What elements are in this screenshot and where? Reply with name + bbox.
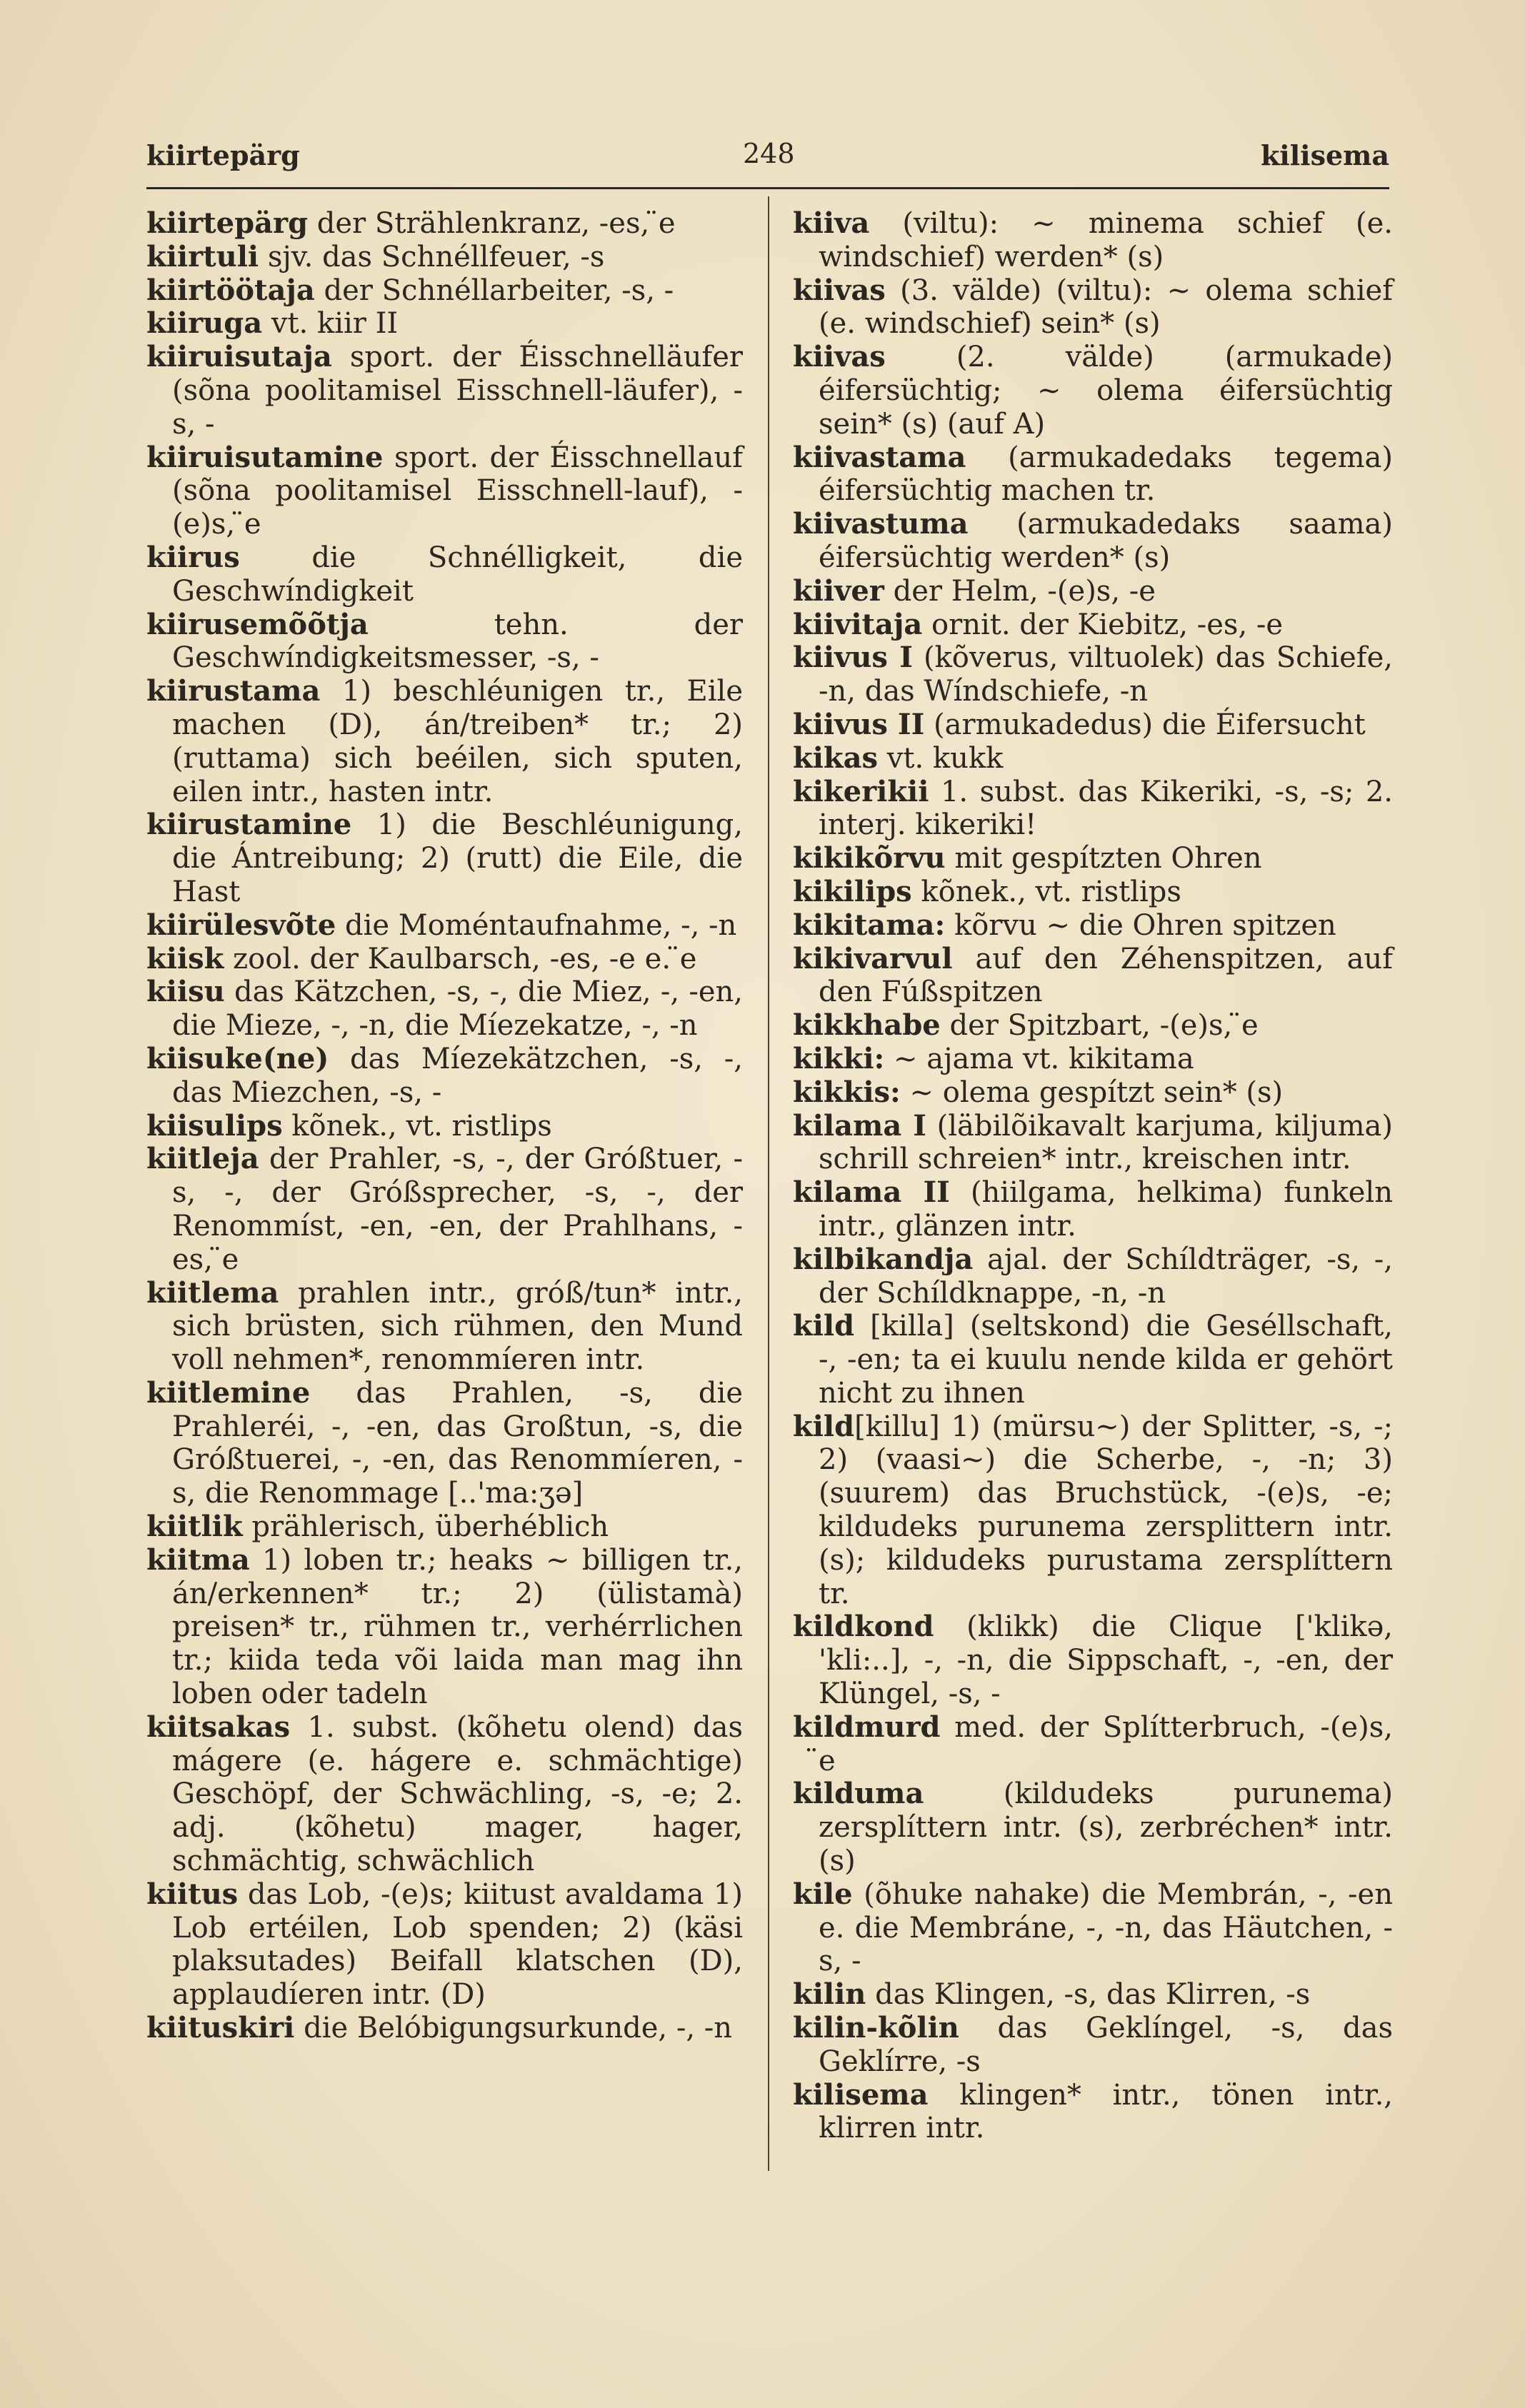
entry-definition: klingen* intr., tönen intr., klirren intr. bbox=[819, 2078, 1393, 2145]
dictionary-entry bbox=[146, 307, 743, 341]
entry-headword: kiirülesvõte bbox=[146, 908, 336, 942]
dictionary-entry bbox=[793, 207, 1393, 274]
entry-definition: der Spitzbart, -(e)s, ̈e bbox=[940, 1009, 1259, 1043]
dictionary-entry bbox=[146, 675, 743, 808]
entry-headword: kiiruisutaja bbox=[146, 340, 332, 374]
header-first-word: kiirtepärg bbox=[146, 139, 300, 171]
entry-definition: (läbilõikavalt karjuma, kiljuma) schrill schreien* intr., kreischen intr. bbox=[819, 1109, 1393, 1176]
entry-headword: kiirtöötaja bbox=[146, 273, 315, 307]
entry-headword: kilisema bbox=[793, 2077, 929, 2112]
entry-definition: (armukadedaks tegema) éifersüchtig machen tr. bbox=[819, 441, 1393, 508]
left-column bbox=[146, 207, 743, 2045]
dictionary-entry bbox=[146, 241, 743, 274]
dictionary-entry bbox=[146, 608, 743, 676]
entry-headword: kikitama: bbox=[793, 908, 946, 942]
entry-definition: (3. välde) (viltu): ~ olema schief (e. windschief) sein* (s) bbox=[819, 274, 1393, 341]
entry-definition: der Schnéllarbeiter, -s, - bbox=[314, 274, 674, 307]
entry-definition: (hiilgama, helkima) funkeln intr., glänzen intr. bbox=[819, 1176, 1393, 1243]
entry-headword: kild bbox=[793, 1309, 855, 1343]
entry-definition: (õhuke nahake) die Membrán, -, -en e. die Membráne, -, -n, das Häutchen, -s, - bbox=[819, 1877, 1393, 1978]
entry-headword: kikkis: bbox=[793, 1075, 901, 1109]
dictionary-entry bbox=[793, 1410, 1393, 1611]
entry-headword: kildkond bbox=[793, 1610, 934, 1644]
entry-headword: kiitus bbox=[146, 1877, 239, 1911]
entry-definition: ornit. der Kiebitz, -es, -e bbox=[922, 608, 1284, 641]
dictionary-entry bbox=[146, 1377, 743, 1510]
entry-headword: kiiver bbox=[793, 573, 884, 608]
entry-definition: kõnek., vt. ristlips bbox=[911, 875, 1181, 908]
entry-definition: (2. välde) (armukade) éifersüchtig; ~ olema éifersüchtig sein* (s) (auf A) bbox=[819, 341, 1393, 441]
dictionary-entry bbox=[793, 2012, 1393, 2079]
dictionary-entry bbox=[146, 2012, 743, 2045]
header-last-word: kilisema bbox=[1260, 139, 1389, 171]
entry-headword: kiivas bbox=[793, 340, 886, 374]
entry-headword: kildmurd bbox=[793, 1710, 941, 1744]
entry-headword: kikkhabe bbox=[793, 1008, 941, 1043]
entry-definition: med. der Splítterbruch, -(e)s, ̈e bbox=[819, 1710, 1393, 1777]
dictionary-entry bbox=[793, 909, 1393, 943]
entry-definition: (klikk) die Clique ['klikə, 'kli:..], -, -n, die Sippschaft, -, -en, der Klüngel, -s, - bbox=[819, 1610, 1393, 1711]
dictionary-entry bbox=[146, 1510, 743, 1544]
entry-headword: kilduma bbox=[793, 1777, 924, 1811]
dictionary-entry bbox=[793, 742, 1393, 776]
entry-definition: zool. der Kaulbarsch, -es, -e e. ̈e bbox=[224, 942, 697, 975]
entry-headword: kiivitaja bbox=[793, 607, 923, 641]
entry-headword: kiisuke(ne) bbox=[146, 1041, 329, 1075]
dictionary-entry bbox=[793, 1711, 1393, 1778]
entry-headword: kiisulips bbox=[146, 1108, 283, 1143]
dictionary-entry bbox=[793, 842, 1393, 876]
entry-definition: 1. subst. das Kikeriki, -s, -s; 2. interj. kikeriki! bbox=[819, 775, 1393, 842]
dictionary-entry bbox=[146, 1043, 743, 1110]
entry-headword: kikerikii bbox=[793, 774, 929, 808]
dictionary-entry bbox=[146, 943, 743, 976]
entry-definition: der Helm, -(e)s, -e bbox=[884, 574, 1156, 608]
entry-definition: (viltu): ~ minema schief (e. windschief) werden* (s) bbox=[819, 207, 1393, 274]
entry-headword: kilin bbox=[793, 1977, 866, 2012]
dictionary-entry bbox=[793, 274, 1393, 341]
dictionary-entry bbox=[793, 575, 1393, 608]
entry-headword: kild bbox=[793, 1409, 855, 1443]
column-divider bbox=[768, 196, 769, 2171]
entry-headword: kiivus I bbox=[793, 641, 913, 675]
entry-headword: kiitma bbox=[146, 1542, 250, 1577]
entry-headword: kikki: bbox=[793, 1041, 885, 1075]
entry-definition: vt. kukk bbox=[878, 741, 1004, 775]
right-column bbox=[793, 207, 1393, 2145]
entry-definition: sport. der Éisschnellauf (sõna poolitamisel Eisschnell-lauf), -(e)s, ̈e bbox=[172, 441, 743, 541]
page-number: 248 bbox=[743, 138, 795, 169]
entry-definition: (kildudeks purunema) zersplíttern intr. (s), zerbréchen* intr. (s) bbox=[819, 1777, 1393, 1878]
entry-headword: kikikõrvu bbox=[793, 841, 946, 876]
entry-headword: kiivas bbox=[793, 273, 886, 307]
entry-headword: kilama II bbox=[793, 1175, 950, 1210]
entry-headword: kiisk bbox=[146, 941, 224, 975]
entry-headword: kilama I bbox=[793, 1108, 926, 1143]
entry-definition: prählerisch, überhéblich bbox=[242, 1510, 609, 1544]
entry-definition: ~ olema gespítzt sein* (s) bbox=[900, 1075, 1284, 1109]
dictionary-entry bbox=[146, 1878, 743, 2012]
dictionary-entry bbox=[793, 876, 1393, 909]
dictionary-entry bbox=[146, 1544, 743, 1711]
dictionary-entry bbox=[793, 341, 1393, 441]
entry-definition: das Kätzchen, -s, -, die Miez, -, -en, die Mieze, -, -n, die Míezekatze, -, -n bbox=[172, 975, 743, 1043]
dictionary-entry bbox=[146, 1110, 743, 1143]
entry-headword: kiisu bbox=[146, 975, 225, 1009]
dictionary-entry bbox=[793, 508, 1393, 575]
dictionary-entry bbox=[793, 608, 1393, 642]
entry-definition: die Moméntaufnahme, -, -n bbox=[336, 908, 737, 942]
entry-headword: kiiruisutamine bbox=[146, 440, 384, 474]
entry-definition: ajal. der Schíldträger, -s, -, der Schíldknappe, -n, -n bbox=[819, 1243, 1393, 1310]
entry-definition: die Schnélligkeit, die Geschwíndigkeit bbox=[172, 541, 743, 608]
entry-headword: kiitleja bbox=[146, 1142, 259, 1176]
entry-headword: kiirusemõõtja bbox=[146, 607, 369, 641]
entry-definition: (kõverus, viltuolek) das Schiefe, -n, das Wíndschiefe, -n bbox=[819, 641, 1394, 708]
dictionary-entry bbox=[793, 1110, 1393, 1177]
entry-definition: das Prahlen, -s, die Prahleréi, -, -en, das Großtun, -s, die Gróßtuerei, -, -en, das Renommíeren, -s, die Renommage [..'ma:ʒə] bbox=[172, 1376, 743, 1510]
entry-definition: kõrvu ~ die Ohren spitzen bbox=[945, 908, 1336, 942]
entry-headword: kiirustama bbox=[146, 674, 321, 708]
entry-definition: ~ ajama vt. kikitama bbox=[884, 1042, 1194, 1075]
entry-headword: kikivarvul bbox=[793, 941, 953, 975]
entry-definition: tehn. der Geschwíndigkeitsmesser, -s, - bbox=[172, 608, 743, 675]
entry-headword: kilin-kõlin bbox=[793, 2011, 959, 2045]
dictionary-entry bbox=[146, 441, 743, 541]
entry-definition: [killa] (seltskond) die Geséllschaft, -, -en; ta ei kuulu nende kilda er gehört nicht zu ihnen bbox=[819, 1310, 1393, 1410]
dictionary-entry bbox=[146, 341, 743, 441]
dictionary-entry bbox=[793, 708, 1393, 742]
entry-headword: kiiruga bbox=[146, 306, 263, 341]
entry-definition: sport. der Éisschnelläufer (sõna poolitamisel Eisschnell-läufer), -s, - bbox=[172, 341, 743, 441]
dictionary-entry bbox=[793, 1043, 1393, 1076]
dictionary-entry bbox=[146, 274, 743, 308]
entry-definition: das Míezekätzchen, -s, -, das Miezchen, -s, - bbox=[172, 1042, 743, 1109]
dictionary-entry bbox=[793, 1076, 1393, 1110]
entry-headword: kiivastuma bbox=[793, 507, 969, 541]
dictionary-entry bbox=[146, 541, 743, 608]
entry-headword: kiitlema bbox=[146, 1275, 279, 1310]
dictionary-entry bbox=[793, 1878, 1393, 1978]
dictionary-entry bbox=[793, 1978, 1393, 2012]
entry-definition: sjv. das Schnéllfeuer, -s bbox=[259, 240, 605, 274]
page-header bbox=[146, 132, 1389, 182]
entry-definition: auf den Zéhenspitzen, auf den Fúßspitzen bbox=[819, 942, 1393, 1009]
entry-definition: kõnek., vt. ristlips bbox=[282, 1109, 552, 1143]
entry-definition: prahlen intr., gróß/tun* intr., sich brüsten, sich rühmen, den Mund voll nehmen*, renommíeren intr. bbox=[172, 1276, 743, 1377]
entry-definition: der Prahler, -s, -, der Gróßtuer, -s, -, der Gróßsprecher, -s, -, der Renommíst, -en, -en, der Prahlhans, -es, ̈e bbox=[172, 1143, 743, 1276]
entry-headword: kiituskiri bbox=[146, 2011, 295, 2045]
entry-headword: kiivus II bbox=[793, 707, 925, 741]
entry-headword: kiirtuli bbox=[146, 239, 259, 274]
dictionary-entry bbox=[793, 2079, 1393, 2146]
dictionary-entry bbox=[793, 1310, 1393, 1410]
entry-headword: kiitlemine bbox=[146, 1375, 311, 1410]
entry-definition: die Belóbigungsurkunde, -, -n bbox=[294, 2012, 733, 2045]
entry-headword: kile bbox=[793, 1877, 853, 1911]
dictionary-entry bbox=[793, 1610, 1393, 1710]
dictionary-entry bbox=[146, 1143, 743, 1276]
entry-definition: vt. kiir II bbox=[262, 307, 399, 341]
entry-definition: das Geklíngel, -s, das Geklírre, -s bbox=[819, 2012, 1393, 2078]
entry-headword: kiirus bbox=[146, 540, 240, 574]
entry-definition: mit gespítzten Ohren bbox=[945, 842, 1262, 876]
dictionary-entry bbox=[793, 943, 1393, 1010]
header-rule bbox=[146, 187, 1389, 189]
dictionary-entry bbox=[793, 1009, 1393, 1043]
dictionary-entry bbox=[146, 1711, 743, 1878]
entry-headword: kikas bbox=[793, 741, 879, 775]
dictionary-entry bbox=[146, 808, 743, 908]
entry-headword: kilbikandja bbox=[793, 1242, 974, 1276]
entry-definition: 1) beschléunigen tr., Eile machen (D), án/treiben* tr.; 2) (ruttama) sich beéilen, sich sputen, eilen intr., hasten intr. bbox=[172, 675, 743, 808]
entry-definition: der Strählenkranz, -es, ̈e bbox=[308, 207, 676, 240]
entry-headword: kiitlik bbox=[146, 1510, 243, 1544]
dictionary-entry bbox=[793, 441, 1393, 508]
dictionary-entry bbox=[793, 1777, 1393, 1877]
dictionary-entry bbox=[146, 1277, 743, 1377]
dictionary-entry bbox=[146, 207, 743, 241]
entry-definition: 1) die Beschléunigung, die Ántreibung; 2) (rutt) die Eile, die Hast bbox=[172, 808, 743, 908]
entry-definition: [killu] 1) (mürsu~) der Splitter, -s, -; 2) (vaasi~) die Scherbe, -, -n; 3) (suurem) das Bruchstück, -(e)s, -e; kildudeks purunema zersplittern intr. (s); kildudeks purustama zersplíttern tr. bbox=[819, 1410, 1393, 1610]
entry-headword: kiitsakas bbox=[146, 1710, 291, 1744]
dictionary-entry bbox=[793, 776, 1393, 843]
dictionary-entry bbox=[146, 975, 743, 1043]
entry-headword: kiirustamine bbox=[146, 808, 352, 842]
entry-headword: kikilips bbox=[793, 874, 912, 908]
dictionary-entry bbox=[793, 1176, 1393, 1243]
entry-headword: kiivastama bbox=[793, 440, 966, 474]
dictionary-entry bbox=[793, 641, 1393, 708]
entry-definition: 1. subst. (kõhetu olend) das mágere (e. hágere e. schmächtige) Geschöpf, der Schwächling, -s, -e; 2. adj. (kõhetu) mager, hager, schmächtig, schwächlich bbox=[172, 1710, 743, 1878]
entry-definition: (armukadedus) die Éifersucht bbox=[924, 708, 1366, 741]
entry-definition: das Klingen, -s, das Klirren, -s bbox=[866, 1978, 1311, 2012]
entry-definition: das Lob, -(e)s; kiitust avaldama 1) Lob ertéilen, Lob spenden; 2) (käsi plaksutades) Beifall klatschen (D), applaudíeren intr. (D) bbox=[172, 1877, 743, 2012]
dictionary-entry bbox=[793, 1243, 1393, 1310]
entry-headword: kiirtepärg bbox=[146, 206, 309, 240]
entry-definition: 1) loben tr.; heaks ~ billigen tr., án/erkennen* tr.; 2) (ülistamà) preisen* tr., rühmen tr., verhérrlichen tr.; kiida teda või laida man mag ihn loben oder tadeln bbox=[172, 1543, 743, 1711]
entry-definition: (armukadedaks saama) éifersüchtig werden* (s) bbox=[819, 508, 1393, 574]
dictionary-entry bbox=[146, 909, 743, 943]
entry-headword: kiiva bbox=[793, 206, 870, 240]
